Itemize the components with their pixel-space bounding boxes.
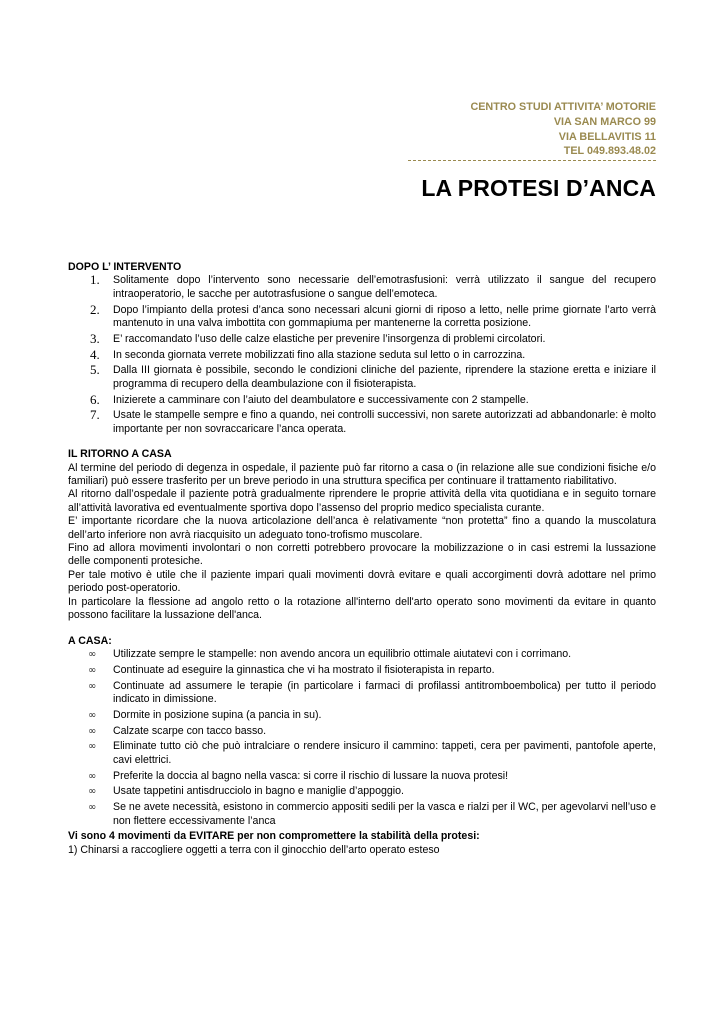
list-number: 3.	[90, 330, 100, 346]
list-item	[68, 725, 656, 738]
infinity-bullet-icon: ∞	[88, 648, 97, 660]
list-number: 4.	[90, 346, 100, 362]
list-item	[68, 648, 656, 661]
list-item-text: Dopo l’impianto della protesi d’anca sono necessari alcuni giorni di riposo a letto, nelle prime giornate l’arto verrà mantenuto in una valva imbottita con gommapiuma per mantenerne la corretta posizione.	[113, 303, 656, 330]
paragraph: Al ritorno dall’ospedale il paziente potrà gradualmente riprendere le proprie attività della vita quotidiana e in seguito tornare all’attività lavorativa ed eventualmente sportiva dopo l’assenso del proprio medico specialista curante.	[68, 488, 656, 514]
list-number: 6.	[90, 391, 100, 407]
list-number: 1.	[90, 272, 100, 288]
evitare-heading: Vi sono 4 movimenti da EVITARE per non compromettere la stabilità della protesi:	[68, 830, 480, 843]
section-casa	[68, 635, 656, 858]
list-item-text: Dormite in posizione supina (a pancia in su).	[113, 708, 322, 721]
dopo-list	[68, 274, 656, 436]
list-item	[68, 664, 656, 677]
paragraph: Per tale motivo è utile che il paziente impari quali movimenti dovrà evitare e quali accorgimenti dovrà adottare nel primo periodo post-operatorio.	[68, 568, 656, 595]
casa-list	[68, 648, 656, 828]
paragraph: Fino ad allora movimenti involontari o non corretti potrebbero provocare la mobilizzazione o in casi estremi la lussazione delle componenti protesiche.	[68, 542, 656, 568]
list-item	[68, 364, 656, 391]
infinity-bullet-icon: ∞	[88, 664, 97, 676]
section-heading-dopo: DOPO L’ INTERVENTO	[68, 261, 182, 273]
list-item-text: Usate le stampelle sempre e fino a quando, nei controlli successivi, non sarete autorizzati ad abbandonarle: è molto importante per non sovraccaricare l’anca operata.	[113, 409, 656, 435]
infinity-bullet-icon: ∞	[88, 680, 97, 692]
list-item-text: In seconda giornata verrete mobilizzati fino alla stazione seduta sul letto o in carrozzina.	[113, 348, 526, 361]
list-item	[68, 709, 656, 722]
document-title: LA PROTESI D’ANCA	[421, 175, 656, 201]
section-heading-casa: A CASA:	[68, 634, 112, 647]
infinity-bullet-icon: ∞	[88, 770, 97, 782]
list-item	[68, 391, 656, 407]
letterhead-line-phone: TEL 049.893.48.02	[563, 145, 656, 158]
list-item-text: Continuate ad eseguire la ginnastica che vi ha mostrato il fisioterapista in reparto.	[113, 663, 495, 676]
list-item	[68, 680, 656, 707]
letterhead-line-address1: VIA SAN MARCO 99	[553, 115, 656, 128]
list-number: 2.	[90, 301, 100, 317]
letterhead	[470, 100, 656, 159]
list-item	[68, 740, 656, 767]
document-body	[68, 261, 656, 857]
list-item-text: Inizierete a camminare con l’aiuto del deambulatore e successivamente con 2 stampelle.	[113, 393, 529, 406]
list-item	[68, 330, 656, 346]
paragraph: In particolare la flessione ad angolo retto o la rotazione all'interno dell'arto operato sono movimenti da evitare in quanto possono facilitare la lussazione dell'anca.	[68, 595, 656, 622]
list-item	[68, 409, 656, 436]
infinity-bullet-icon: ∞	[88, 725, 97, 737]
infinity-bullet-icon: ∞	[88, 709, 97, 721]
list-item-text: Preferite la doccia al bagno nella vasca: si corre il rischio di lussare la nuova protesi!	[113, 769, 509, 782]
list-item	[68, 785, 656, 798]
section-ritorno	[68, 448, 656, 622]
paragraph: Al termine del periodo di degenza in ospedale, il paziente può far ritorno a casa o (in relazione alle sue condizioni fisiche e/o familiari) può essere trasferito per un breve periodo in una struttura specifica per continuare il trattamento riabilitativo.	[68, 461, 656, 488]
paragraph: E’ importante ricordare che la nuova articolazione dell’anca è relativamente “non protetta” fino a quando la muscolatura dell’arto inferiore non avrà riacquisito un adeguato tono-trofismo muscolare.	[68, 515, 656, 541]
list-number: 5.	[90, 362, 100, 378]
list-item-text: Se ne avete necessità, esistono in commercio appositi sedili per la vasca e rialzi per il WC, per agevolarvi nell’uso e non flettere eccessivamente l’anca	[113, 801, 656, 827]
list-item-text: Calzate scarpe con tacco basso.	[113, 724, 267, 737]
infinity-bullet-icon: ∞	[88, 802, 97, 814]
list-item-text: Continuate ad assumere le terapie (in particolare i farmaci di profilassi antitromboembolica) per tutto il periodo indicato in dimissione.	[113, 679, 656, 705]
list-item-text: Utilizzate sempre le stampelle: non avendo ancora un equilibrio ottimale aiutatevi con i corrimano.	[113, 647, 572, 660]
list-item-text: Dalla III giornata è possibile, secondo le condizioni cliniche del paziente, riprendere la stazione eretta e iniziare il programma di recupero della deambulazione con il fisioterapista.	[113, 364, 656, 390]
header-divider	[408, 160, 656, 161]
list-item-text: Usate tappetini antisdrucciolo in bagno e maniglie d’appoggio.	[113, 785, 404, 798]
list-item-text: E’ raccomandato l’uso delle calze elastiche per prevenire l’insorgenza di problemi circolatori.	[113, 332, 546, 345]
list-item-text: Eliminate tutto ciò che può intralciare o rendere insicuro il cammino: tappeti, cera per pavimenti, pantofole aperte, cavi elettrici.	[113, 740, 656, 766]
letterhead-line-address2: VIA BELLAVITIS 11	[558, 130, 656, 143]
infinity-bullet-icon: ∞	[88, 741, 97, 753]
letterhead-line-org: CENTRO STUDI ATTIVITA’ MOTORIE	[470, 101, 656, 113]
list-item	[68, 770, 656, 783]
list-item-text: Solitamente dopo l’intervento sono necessarie dell’emotrasfusioni: verrà utilizzato il sangue del recupero intraoperatorio, le sacche per autotrasfusione o sangue dell’emoteca.	[113, 274, 656, 300]
list-number: 7.	[90, 407, 100, 423]
list-item	[68, 274, 656, 301]
list-item	[68, 801, 656, 828]
evitare-item: 1) Chinarsi a raccogliere oggetti a terra con il ginocchio dell’arto operato esteso	[68, 843, 440, 856]
infinity-bullet-icon: ∞	[88, 786, 97, 798]
list-item	[68, 346, 656, 362]
list-item	[68, 301, 656, 331]
section-heading-ritorno: IL RITORNO A CASA	[68, 448, 172, 461]
